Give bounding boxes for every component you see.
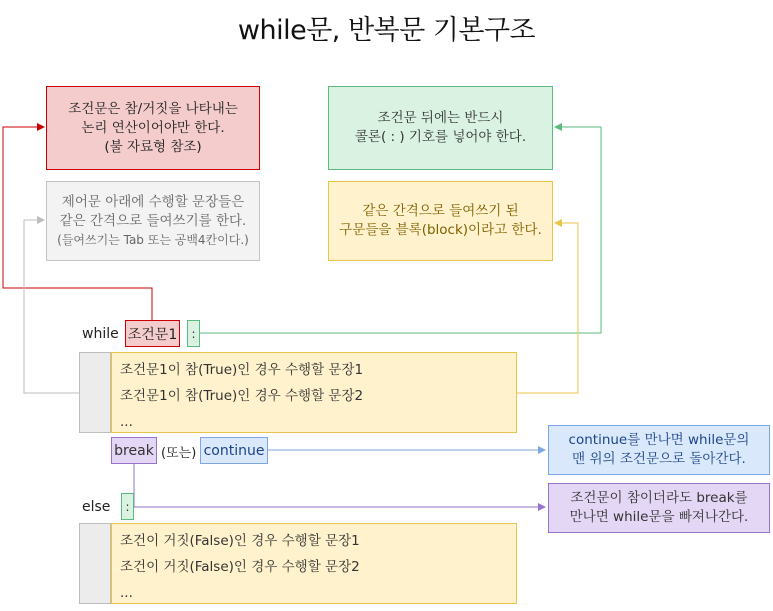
note-line: continue를 만나면 while문의 bbox=[568, 432, 750, 448]
code-line: ... bbox=[120, 585, 133, 601]
else-keyword: else bbox=[82, 499, 111, 515]
code-line: 조건이 거짓(False)인 경우 수행할 문장2 bbox=[120, 559, 360, 575]
code-line: 조건이 거짓(False)인 경우 수행할 문장1 bbox=[120, 533, 360, 549]
note-line: 조건문 뒤에는 반드시 bbox=[377, 110, 504, 126]
else-body-block bbox=[111, 523, 517, 604]
continue-chip: continue bbox=[200, 437, 268, 464]
colon-note bbox=[328, 86, 553, 170]
break-note bbox=[548, 483, 770, 533]
note-line: 제어문 아래에 수행할 문장들은 bbox=[61, 193, 245, 210]
while-keyword: while bbox=[82, 326, 119, 342]
note-line: 논리 연산이어야만 한다. bbox=[81, 119, 225, 136]
while-colon: : bbox=[187, 320, 200, 347]
indent-space bbox=[79, 352, 111, 433]
indent-note bbox=[46, 181, 260, 261]
note-line: (불 자료형 참조) bbox=[104, 138, 202, 155]
note-line: (들여쓰기는 Tab 또는 공백4칸이다.) bbox=[57, 232, 249, 247]
note-line: 구문들을 블록(block)이라고 한다. bbox=[339, 222, 542, 238]
block-note bbox=[328, 181, 553, 261]
note-line: 같은 간격으로 들여쓰기를 한다. bbox=[59, 212, 247, 229]
else-colon: : bbox=[121, 493, 134, 520]
note-line: 조건문이 참이더라도 break를 bbox=[570, 490, 748, 506]
code-line: 조건문1이 참(True)인 경우 수행할 문장1 bbox=[120, 362, 364, 378]
continue-note bbox=[548, 425, 770, 475]
break-connector bbox=[134, 463, 545, 507]
code-line: ... bbox=[120, 414, 133, 430]
condition-chip: 조건문1 bbox=[125, 320, 180, 347]
diagram-title: while문, 반복문 기본구조 bbox=[237, 15, 536, 46]
note-line: 만나면 while문을 빠져나간다. bbox=[569, 509, 749, 525]
note-line: 콜론( : ) 기호를 넣어야 한다. bbox=[354, 129, 527, 145]
note-line: 같은 간격으로 들여쓰기 된 bbox=[362, 203, 519, 219]
condition-note bbox=[46, 86, 260, 170]
else-indent-space bbox=[79, 523, 111, 604]
or-text: (또는) bbox=[161, 446, 197, 461]
while-body-block bbox=[111, 352, 517, 433]
note-line: 맨 위의 조건문으로 돌아간다. bbox=[572, 451, 746, 467]
break-chip: break bbox=[111, 437, 157, 464]
code-line: 조건문1이 참(True)인 경우 수행할 문장2 bbox=[120, 388, 364, 404]
note-line: 조건문은 참/거짓을 나타내는 bbox=[68, 100, 238, 117]
